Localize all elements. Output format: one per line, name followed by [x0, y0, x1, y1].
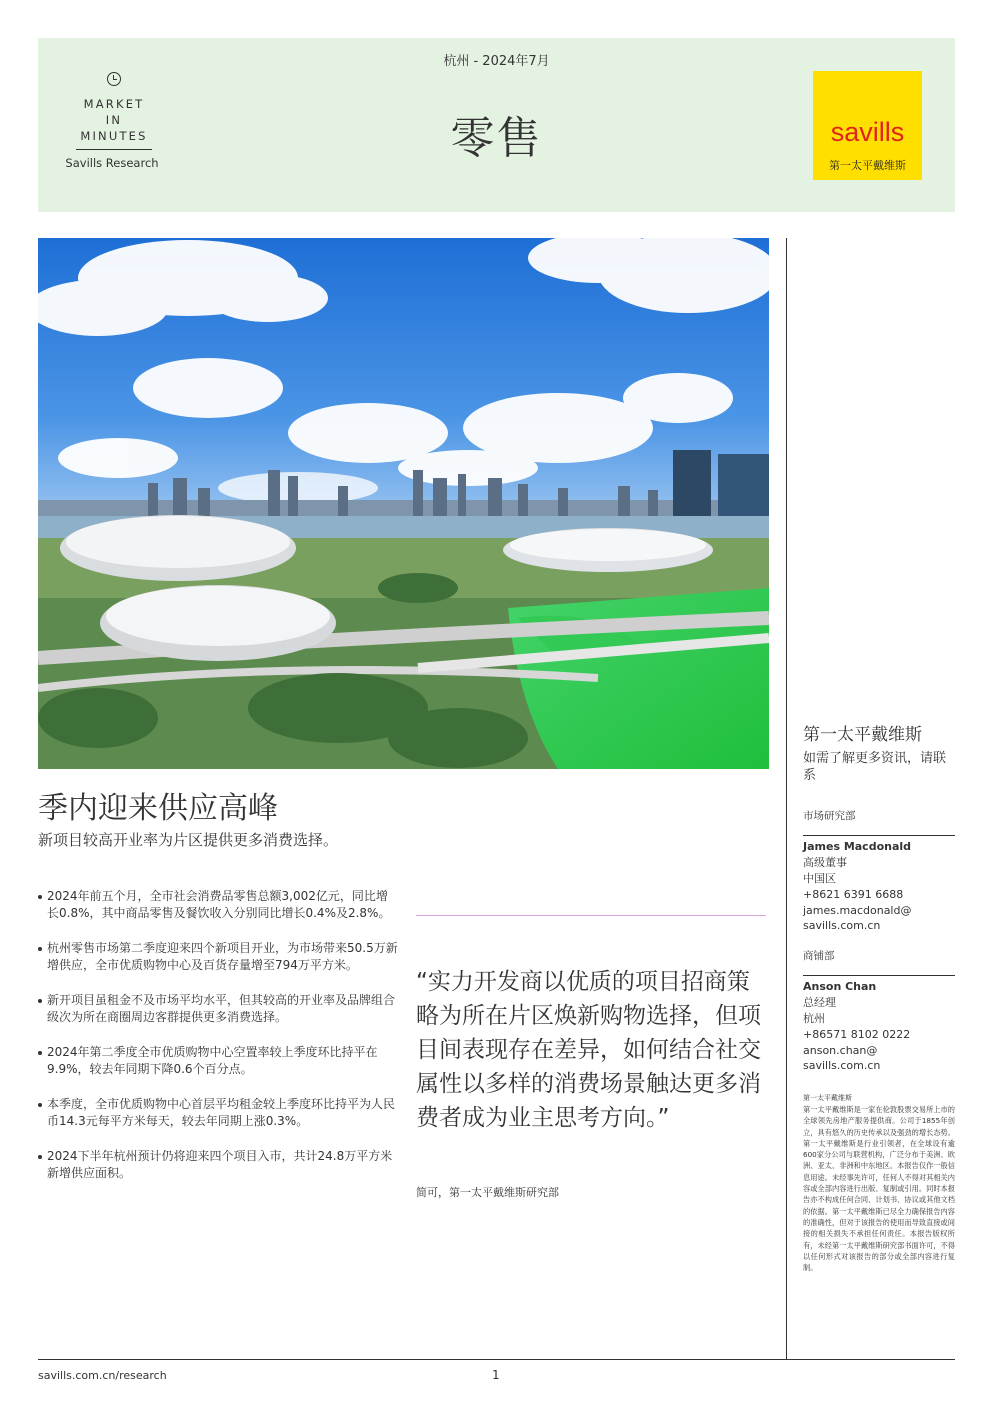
brand-word-market: MARKET	[83, 97, 145, 111]
contact-email-link[interactable]: james.macdonald@	[803, 904, 912, 917]
savills-logo	[813, 71, 922, 180]
article-subheadline: 新项目较高开业率为片区提供更多消费选择。	[38, 831, 339, 849]
key-point: 本季度，全市优质购物中心首层平均租金较上季度环比持平为人民币14.3元每平方米每天，较去年同期上涨0.3%。	[38, 1096, 398, 1129]
department-research: 市场研究部	[803, 810, 856, 822]
logo-chinese-name: 第一太平戴维斯	[829, 159, 906, 172]
contact-region: 杭州	[803, 1012, 825, 1025]
contact-email-link[interactable]: anson.chan@	[803, 1044, 878, 1057]
brand-word-in: IN	[105, 113, 123, 127]
pull-quote: “实力开发商以优质的项目招商策略为所在片区焕新购物选择，但项目间表现存在差异，如何结合社交属性以多样的消费场景触达更多消费者成为业主思考方向。”	[416, 969, 761, 1131]
contact-title: 高级董事	[803, 856, 847, 869]
quote-divider	[416, 915, 766, 916]
brand-word-minutes: MINUTES	[80, 129, 148, 143]
key-point: 新开项目虽租金不及市场平均水平，但其较高的开业率及品牌组合级次为所在商圈周边客群提供更多消费选择。	[38, 992, 398, 1025]
key-point: 2024年第二季度全市优质购物中心空置率较上季度环比持平在9.9%，较去年同期下降0.6个百分点。	[38, 1044, 398, 1077]
contact-prompt: 如需了解更多资讯，请联系	[803, 751, 947, 783]
key-point: 杭州零售市场第二季度迎来四个新项目开业，为市场带来50.5万新增供应，全市优质购物中心及百货存量增至794万平方米。	[38, 940, 398, 973]
contact-email-domain[interactable]: savills.com.cn	[803, 1059, 881, 1072]
clock-icon	[107, 72, 121, 86]
contact-divider	[803, 975, 955, 976]
contact-title: 总经理	[803, 996, 836, 1009]
disclaimer-title: 第一太平戴维斯	[803, 1094, 852, 1102]
key-points-list	[38, 888, 398, 1200]
contact-phone: +8621 6391 6688	[803, 888, 904, 901]
report-header	[38, 38, 955, 212]
contact-region: 中国区	[803, 872, 836, 885]
column-divider	[786, 238, 787, 1360]
disclaimer: 第一太平戴维斯是一家在伦敦股票交易所上市的全球领先房地产服务提供商。公司于1855年创立，具有悠久的历史传承以及强劲的增长态势。第一太平戴维斯是行业引领者，在全球设有逾600家分公司与联营机构，广泛分布于美洲、欧洲、亚太、非洲和中东地区。本报告仅作一般信息用途。未经事先许可，任何人不得对其相关内容或全部内容进行出版、复制或引用。同时本报告亦不构成任何合同、计划书、协议或其他文档的依据。第一太平戴维斯已尽全力确保报告内容的准确性，但对于该报告的使用而导致直接或间接的相关损失不承担任何责任。本报告版权所有，未经第一太平戴维斯研究部书面许可，不得以任何形式对该报告的部分或全部内容进行复制。	[803, 1105, 955, 1273]
brand-research: Savills Research	[65, 156, 159, 170]
contact-name: Anson Chan	[803, 980, 877, 993]
footer-divider	[38, 1359, 955, 1360]
quote-source: 简可，第一太平戴维斯研究部	[416, 1186, 559, 1199]
department-retail: 商铺部	[803, 950, 835, 962]
article-headline: 季内迎来供应高峰	[38, 791, 278, 826]
contact-email-domain[interactable]: savills.com.cn	[803, 919, 881, 932]
contact-name: James Macdonald	[803, 840, 912, 853]
city-skyline-photo	[38, 238, 769, 769]
page-title: 零售	[450, 113, 543, 164]
contact-divider	[803, 835, 955, 836]
key-point: 2024年前五个月，全市社会消费品零售总额3,002亿元，同比增长0.8%，其中商品零售及餐饮收入分别同比增长0.4%及2.8%。	[38, 888, 398, 921]
contact-phone: +86571 8102 0222	[803, 1028, 911, 1041]
logo-name: savills	[830, 117, 905, 147]
sidebar-brand: 第一太平戴维斯	[803, 725, 922, 745]
footer-url[interactable]: savills.com.cn/research	[38, 1369, 167, 1382]
page-number: 1	[492, 1368, 500, 1382]
key-point: 2024下半年杭州预计仍将迎来四个项目入市，共计24.8万平方米新增供应面积。	[38, 1148, 398, 1181]
city-date: 杭州 - 2024年7月	[443, 54, 550, 69]
